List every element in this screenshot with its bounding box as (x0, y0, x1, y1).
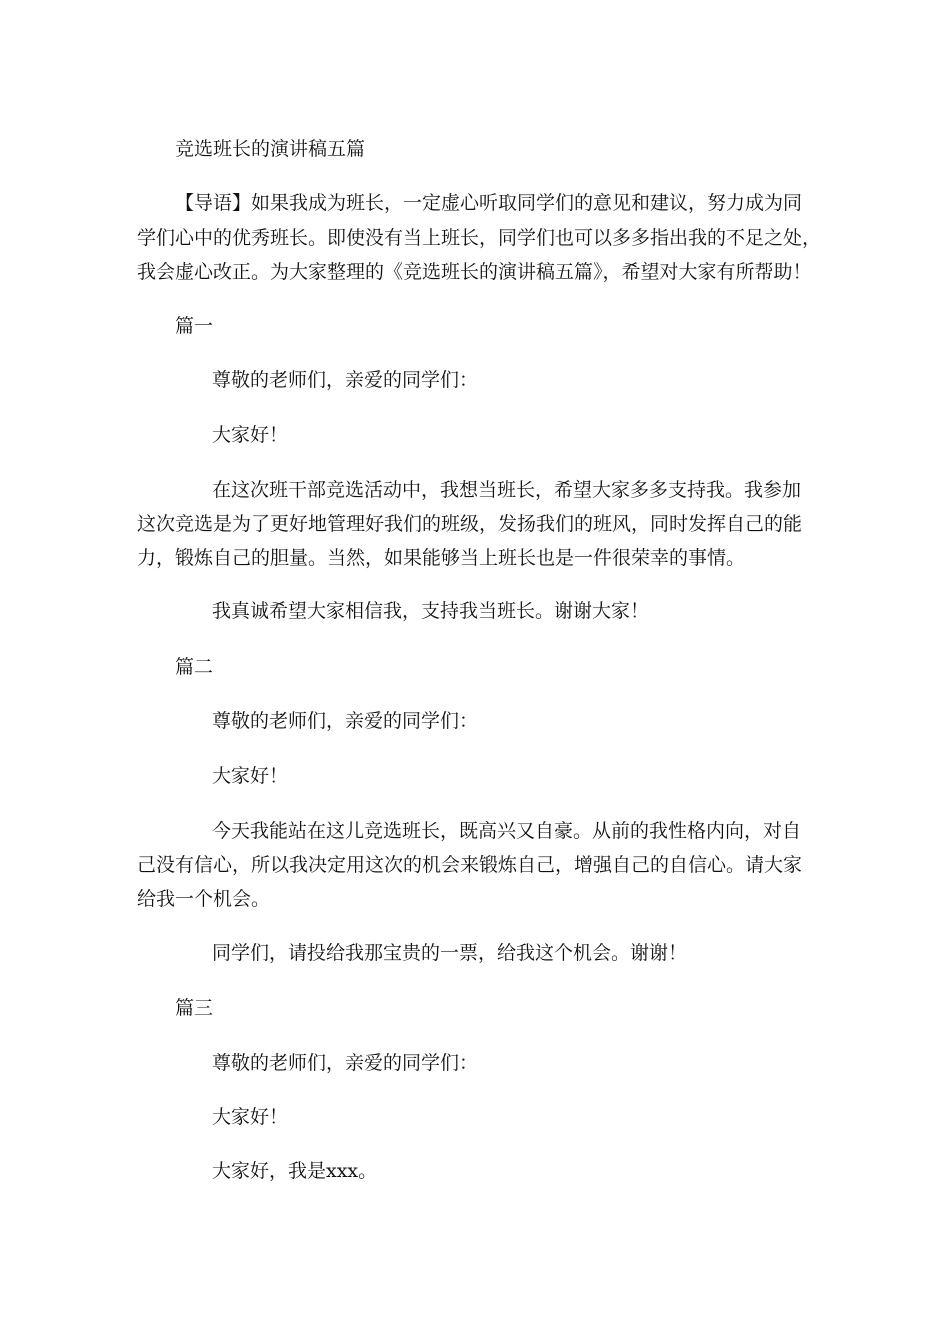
section-2-paragraph-line-2: 己没有信心，所以我决定用这次的机会来锻炼自己，增强自己的自信心。请大家 (137, 854, 803, 876)
section-3-opening: 大家好，我是xxx。 (212, 1160, 378, 1182)
section-1-salutation: 尊敬的老师们，亲爱的同学们： (212, 369, 479, 391)
section-1-greeting: 大家好！ (212, 424, 289, 446)
intro-line-1: 【导语】如果我成为班长，一定虚心听取同学们的意见和建议，努力成为同 (175, 192, 803, 214)
section-1-paragraph-line-1: 在这次班干部竞选活动中，我想当班长，希望大家多多支持我。我参加 (212, 479, 802, 501)
section-1-paragraph-line-3: 力，锻炼自己的胆量。当然，如果能够当上班长也是一件很荣幸的事情。 (137, 547, 746, 569)
section-2-closing: 同学们，请投给我那宝贵的一票，给我这个机会。谢谢！ (212, 942, 688, 964)
document-title: 竞选班长的演讲稿五篇 (175, 138, 366, 160)
section-3-greeting: 大家好！ (212, 1106, 289, 1128)
section-2-salutation: 尊敬的老师们，亲爱的同学们： (212, 710, 479, 732)
section-3-salutation: 尊敬的老师们，亲爱的同学们： (212, 1052, 479, 1074)
section-3-heading: 篇三 (175, 997, 214, 1019)
section-2-heading: 篇二 (175, 656, 214, 678)
section-1-paragraph-line-2: 这次竞选是为了更好地管理好我们的班级，发扬我们的班风，同时发挥自己的能 (137, 513, 803, 535)
section-2-greeting: 大家好！ (212, 765, 289, 787)
section-2-paragraph-line-3: 给我一个机会。 (137, 888, 271, 910)
section-1-heading: 篇一 (175, 315, 214, 337)
section-1-closing: 我真诚希望大家相信我，支持我当班长。谢谢大家！ (212, 600, 650, 622)
intro-line-3: 我会虚心改正。为大家整理的《竞选班长的演讲稿五篇》，希望对大家有所帮助！ (137, 261, 812, 283)
intro-line-2: 学们心中的优秀班长。即使没有当上班长，同学们也可以多多指出我的不足之处， (137, 227, 822, 249)
section-2-paragraph-line-1: 今天我能站在这儿竞选班长，既高兴又自豪。从前的我性格内向，对自 (212, 820, 802, 842)
